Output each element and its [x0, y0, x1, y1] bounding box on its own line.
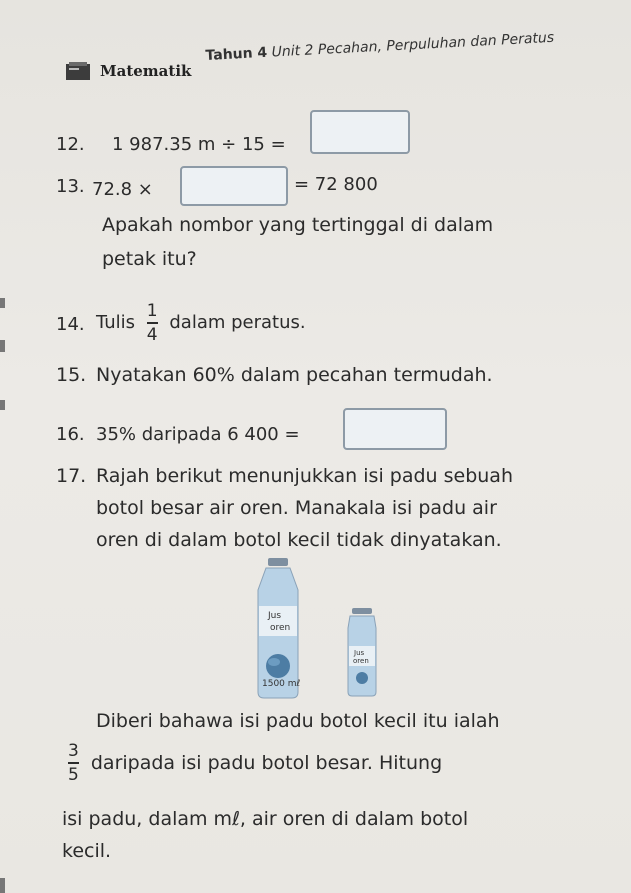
question-14-after: dalam peratus.	[169, 312, 306, 333]
question-13-right: = 72 800	[294, 174, 378, 195]
question-13-text-2: petak itu?	[102, 248, 197, 270]
fraction-numerator: 1	[146, 301, 158, 321]
subject-title: Matematik	[100, 62, 192, 80]
page-edge-mark	[0, 340, 5, 352]
question-number: 13.	[56, 176, 85, 197]
answer-box[interactable]	[310, 110, 410, 154]
question-14-body	[96, 302, 306, 344]
question-number: 12.	[56, 134, 85, 155]
fraction-denominator: 5	[68, 765, 79, 785]
page-edge-mark	[0, 400, 5, 410]
fraction-denominator: 4	[146, 325, 158, 345]
question-17	[56, 463, 626, 551]
question-14	[56, 302, 616, 352]
big-bottle	[258, 558, 300, 698]
page-edge-mark	[0, 878, 5, 893]
question-17-line-4: Diberi bahawa isi padu botol kecil itu ialah	[96, 710, 500, 732]
small-bottle	[348, 608, 376, 696]
question-17-line-5: daripada isi padu botol besar. Hitung	[90, 752, 443, 774]
fraction-bar	[68, 762, 79, 764]
small-bottle-label-1: Jus	[354, 649, 365, 657]
question-number: 17.	[56, 465, 87, 487]
answer-box[interactable]	[180, 166, 288, 206]
question-13-text-1: Apakah nombor yang tertinggal di dalam	[102, 214, 494, 236]
question-13	[56, 174, 626, 270]
question-12-expression: 1 987.35 m ÷ 15 =	[112, 134, 286, 155]
question-12	[56, 132, 616, 158]
question-17-line-3: oren di dalam botol kecil tidak dinyatakan.	[96, 529, 502, 551]
question-17-line-1: Rajah berikut menunjukkan isi padu sebuah	[96, 465, 513, 487]
question-15-text: Nyatakan 60% dalam pecahan termudah.	[96, 364, 493, 386]
big-bottle-label-2: oren	[270, 623, 291, 633]
fraction-bar	[147, 322, 158, 324]
question-number: 14.	[56, 314, 85, 335]
page-edge-mark	[0, 298, 5, 308]
question-15	[56, 362, 626, 388]
question-number: 15.	[56, 364, 87, 386]
question-17-line-2: botol besar air oren. Manakala isi padu air	[96, 497, 497, 519]
question-17-fraction-line	[62, 742, 442, 784]
fraction-numerator: 3	[68, 741, 79, 761]
question-13-left: 72.8 ×	[92, 179, 153, 200]
question-number: 16.	[56, 424, 85, 445]
answer-box[interactable]	[343, 408, 447, 450]
big-bottle-volume: 1500 mℓ	[262, 679, 301, 689]
question-16-expression: 35% daripada 6 400 =	[96, 424, 300, 445]
question-14-before: Tulis	[96, 312, 136, 333]
page-header	[66, 29, 626, 90]
chapter-title	[205, 30, 554, 64]
book-icon	[66, 62, 90, 80]
question-17-line-6: isi padu, dalam mℓ, air oren di dalam botol	[62, 808, 469, 830]
fraction-one-quarter	[147, 302, 158, 344]
chapter-name: Unit 2 Pecahan, Perpuluhan dan Peratus	[271, 29, 555, 61]
question-17-line-7: kecil.	[62, 840, 112, 862]
fraction-three-fifths	[68, 742, 79, 784]
big-bottle-label-1: Jus	[268, 611, 282, 621]
chapter-level: Tahun 4	[205, 44, 268, 64]
question-16	[56, 422, 616, 448]
small-bottle-label-2: oren	[353, 657, 369, 665]
bottles-illustration	[246, 554, 406, 704]
